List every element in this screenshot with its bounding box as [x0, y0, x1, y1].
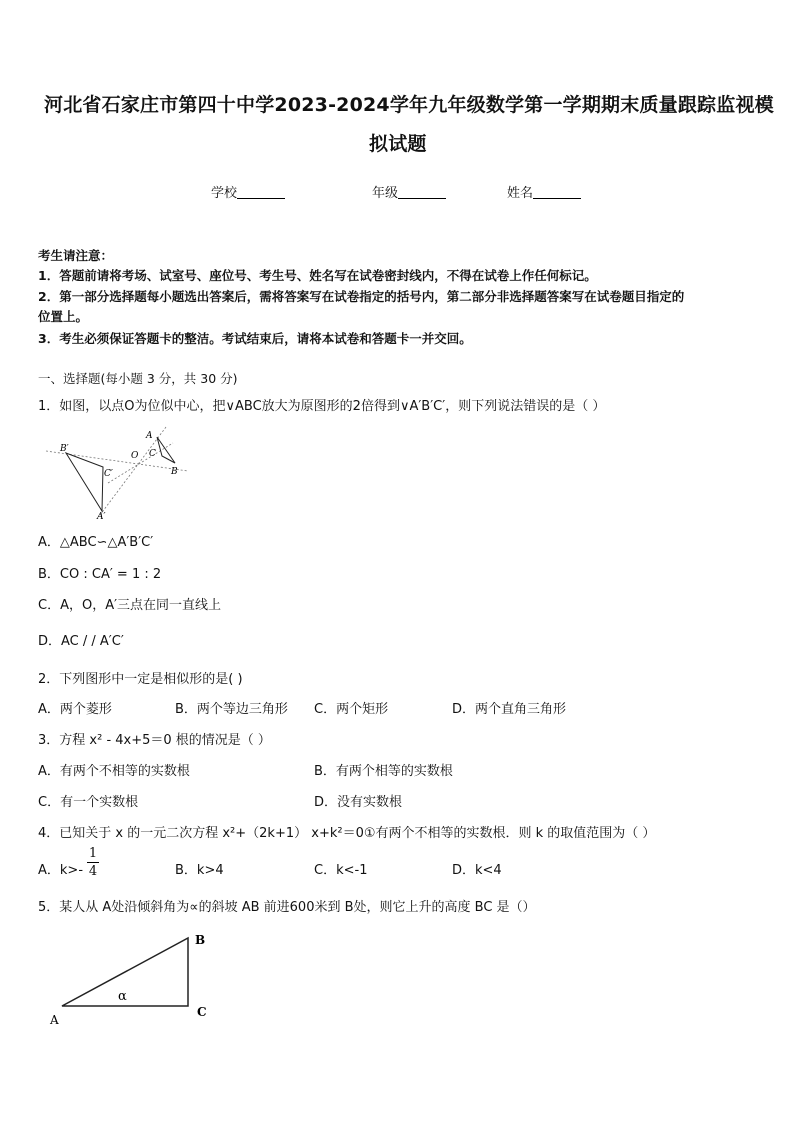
name-label: 姓名 — [507, 186, 534, 201]
q2-option-a: A．两个菱形 — [38, 702, 112, 717]
page-title-line2: 拟试题 — [369, 133, 427, 155]
name-field — [507, 182, 581, 201]
notice-heading: 考生请注意： — [38, 248, 114, 263]
q4-option-d: D．k<4 — [452, 863, 502, 878]
q5-slope-figure — [44, 928, 224, 1028]
q5-label-b: B — [195, 933, 206, 947]
grade-blank — [398, 185, 446, 199]
fraction-bar — [87, 862, 99, 863]
q1-ray-c — [108, 443, 173, 483]
q3-stem: 3．方程 x² - 4x+5＝0 根的情况是（ ） — [38, 733, 271, 748]
q2-option-b: B．两个等边三角形 — [175, 702, 288, 717]
q3-option-a: A．有两个不相等的实数根 — [38, 764, 190, 779]
q3-option-c: C．有一个实数根 — [38, 795, 139, 810]
q4-option-a-denominator: 4 — [88, 864, 98, 879]
q2-option-c: C．两个矩形 — [314, 702, 389, 717]
q1-label-o: O — [131, 451, 139, 461]
section-heading: 一、选择题(每小题 3 分，共 30 分) — [38, 371, 238, 386]
q2-option-d: D．两个直角三角形 — [452, 702, 567, 717]
q4-option-b: B．k>4 — [175, 863, 224, 878]
q4-stem: 4．已知关于 x 的一元二次方程 x²+（2k+1） x+k²＝0①有两个不相等的实数根．则 k 的取值范围为（ ） — [38, 826, 656, 841]
q1-stem: 1．如图，以点O为位似中心，把∨ABC放大为原图形的2倍得到∨A′B′C′，则下列说法错误的是（ ） — [38, 399, 606, 414]
q1-option-a: A．△ABC∽△A′B′C′ — [38, 535, 154, 550]
page-title-line1: 河北省石家庄市第四十中学2023-2024学年九年级数学第一学期期末质量跟踪监视模 — [44, 94, 774, 116]
notice-item-2-cont: 位置上。 — [38, 309, 89, 324]
q4-option-a-prefix: A．k>- — [38, 863, 84, 878]
q1-option-c: C．A，O，A′三点在同一直线上 — [38, 598, 222, 613]
q4-option-a — [38, 859, 83, 878]
q1-triangle-small — [157, 437, 175, 463]
school-blank — [237, 185, 285, 199]
q3-option-b: B．有两个相等的实数根 — [314, 764, 453, 779]
q1-similarity-figure — [38, 423, 198, 521]
q1-label-a1: A′ — [97, 512, 106, 521]
q4-option-a-fraction — [87, 846, 99, 879]
q1-option-b: B．CO : CA′ = 1 : 2 — [38, 567, 162, 582]
notice-item-2: 2．第一部分选择题每小题选出答案后，需将答案写在试卷指定的括号内，第二部分非选择题答案写在试卷题目指定的 — [38, 289, 685, 304]
q4-option-c: C．k<-1 — [314, 863, 368, 878]
q4-option-a-numerator: 1 — [88, 846, 98, 861]
school-label: 学校 — [211, 186, 238, 201]
q5-label-a: A — [50, 1013, 59, 1027]
q1-label-b1: B′ — [60, 444, 69, 454]
q5-label-c: C — [197, 1005, 207, 1019]
q1-triangle-large — [66, 453, 103, 511]
q1-label-c1: C′ — [104, 469, 113, 479]
q1-label-b: B — [171, 467, 178, 477]
q1-option-d: D．AC / / A′C′ — [38, 634, 124, 649]
notice-item-3: 3．考生必须保证答题卡的整洁。考试结束后，请将本试卷和答题卡一并交回。 — [38, 331, 472, 346]
q5-label-alpha: α — [118, 989, 127, 1004]
grade-field — [372, 182, 446, 201]
notice-item-1: 1．答题前请将考场、试室号、座位号、考生号、姓名写在试卷密封线内，不得在试卷上作任何标记。 — [38, 268, 597, 283]
school-field — [211, 182, 285, 201]
grade-label: 年级 — [372, 186, 399, 201]
q1-label-c: C — [149, 449, 156, 459]
q1-label-a: A — [146, 431, 153, 441]
name-blank — [533, 185, 581, 199]
q2-stem: 2．下列图形中一定是相似形的是( ) — [38, 672, 243, 687]
q5-stem: 5．某人从 A处沿倾斜角为∝的斜坡 AB 前进600米到 B处，则它上升的高度 BC 是（） — [38, 900, 536, 915]
q3-option-d: D．没有实数根 — [314, 795, 403, 810]
